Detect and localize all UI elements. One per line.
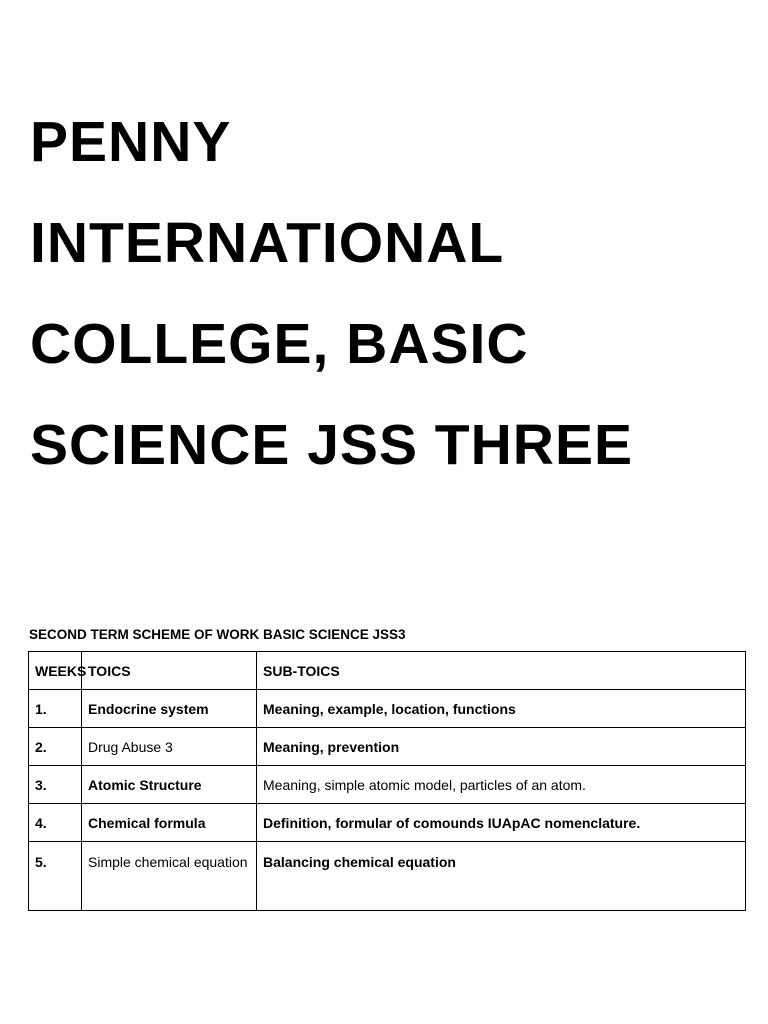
title-line: SCIENCE JSS THREE <box>30 413 633 477</box>
table-caption: SECOND TERM SCHEME OF WORK BASIC SCIENCE JSS3 <box>29 627 406 642</box>
topic-cell: Endocrine system <box>82 690 257 728</box>
table-row <box>29 690 746 728</box>
document-title <box>30 92 750 496</box>
week-cell: 4. <box>29 804 82 842</box>
topic-cell: Chemical formula <box>82 804 257 842</box>
subtopic-cell: Definition, formular of comounds IUApAC nomenclature. <box>257 804 746 842</box>
week-cell: 2. <box>29 728 82 766</box>
scheme-of-work-table <box>28 651 746 911</box>
title-line: INTERNATIONAL <box>30 211 505 275</box>
week-cell: 5. <box>29 842 82 911</box>
topic-cell: Simple chemical equation <box>82 842 257 911</box>
header-topics: TOICS <box>82 652 257 690</box>
title-line: PENNY <box>30 110 232 174</box>
title-line: COLLEGE, BASIC <box>30 312 529 376</box>
table-row <box>29 804 746 842</box>
table-row <box>29 728 746 766</box>
subtopic-cell: Meaning, example, location, functions <box>257 690 746 728</box>
header-subtopics: SUB-TOICS <box>257 652 746 690</box>
subtopic-cell: Meaning, simple atomic model, particles of an atom. <box>257 766 746 804</box>
table-header-row <box>29 652 746 690</box>
subtopic-cell: Meaning, prevention <box>257 728 746 766</box>
week-cell: 1. <box>29 690 82 728</box>
header-weeks: WEEKS <box>29 652 82 690</box>
week-cell: 3. <box>29 766 82 804</box>
topic-cell: Atomic Structure <box>82 766 257 804</box>
topic-cell: Drug Abuse 3 <box>82 728 257 766</box>
table-row <box>29 842 746 911</box>
subtopic-cell: Balancing chemical equation <box>257 842 746 911</box>
table-row <box>29 766 746 804</box>
